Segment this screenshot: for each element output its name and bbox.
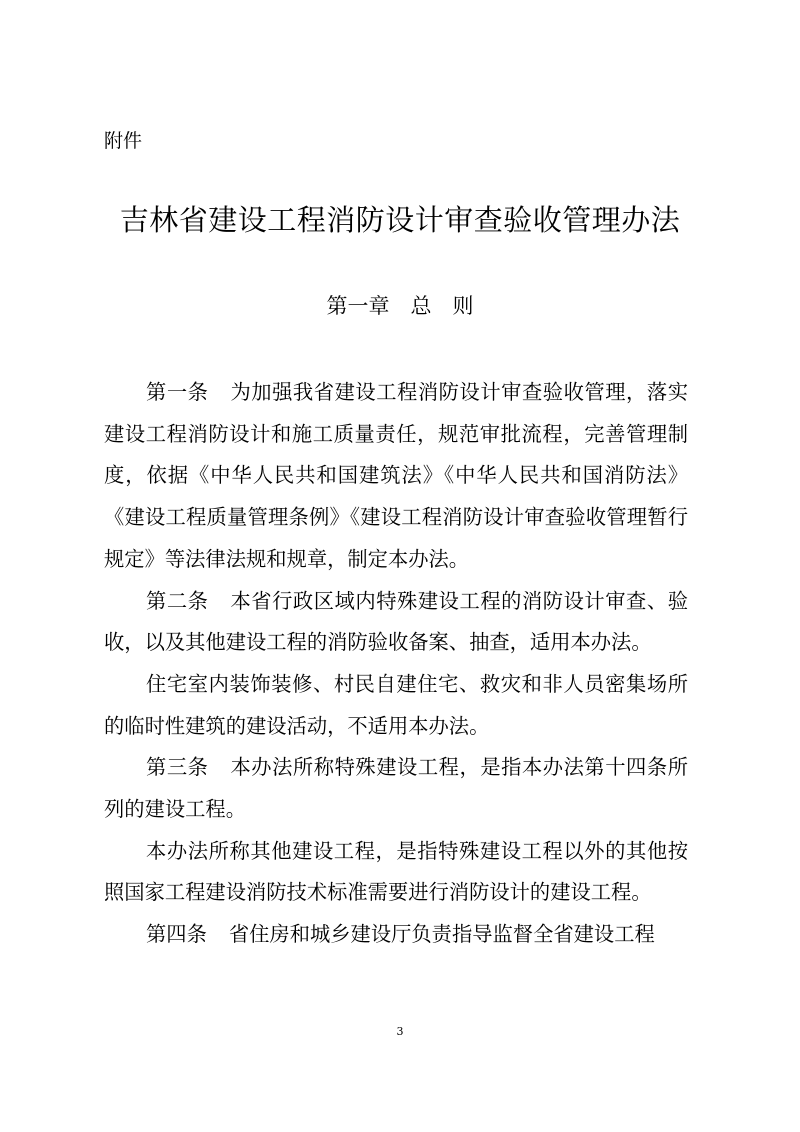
document-title: 吉林省建设工程消防设计审查验收管理办法: [119, 203, 681, 237]
attachment-label: 附件: [104, 130, 143, 152]
paragraph-text: 本办法所称特殊建设工程，是指本办法第十四条所列的建设工程。: [104, 755, 688, 822]
paragraph-article-4: [104, 914, 688, 956]
paragraph-article-3-clause: [104, 831, 688, 914]
chapter-heading: 第一章 总 则: [326, 294, 474, 318]
article-number: 第三条: [146, 755, 209, 780]
paragraph-article-2: [104, 581, 688, 664]
paragraph-text: 省住房和城乡建设厅负责指导监督全省建设工程: [228, 922, 655, 947]
paragraph-text: 为加强我省建设工程消防设计审查验收管理，落实建设工程消防设计和施工质量责任，规范审批流程，完善管理制度，依据《中华人民共和国建筑法》《中华人民共和国消防法》《建设工程质量管理条例》《建设工程消防设计审查验收管理暂行规定》等法律法规和规章，制定本办法。: [104, 380, 688, 571]
paragraph-article-3: [104, 747, 688, 830]
document-body: [104, 372, 688, 956]
page-number: 3: [396, 1025, 404, 1038]
paragraph-text: 住宅室内装饰装修、村民自建住宅、救灾和非人员密集场所的临时性建筑的建设活动，不适用本办法。: [104, 671, 688, 738]
paragraph-article-1: [104, 372, 688, 581]
article-number: 第二条: [146, 588, 209, 613]
article-number: 第四条: [146, 922, 207, 947]
paragraph-article-2-clause: [104, 664, 688, 747]
paragraph-text: 本省行政区域内特殊建设工程的消防设计审查、验收，以及其他建设工程的消防验收备案、抽查，适用本办法。: [104, 588, 688, 655]
paragraph-text: 本办法所称其他建设工程，是指特殊建设工程以外的其他按照国家工程建设消防技术标准需要进行消防设计的建设工程。: [104, 838, 688, 905]
article-number: 第一条: [146, 380, 209, 404]
